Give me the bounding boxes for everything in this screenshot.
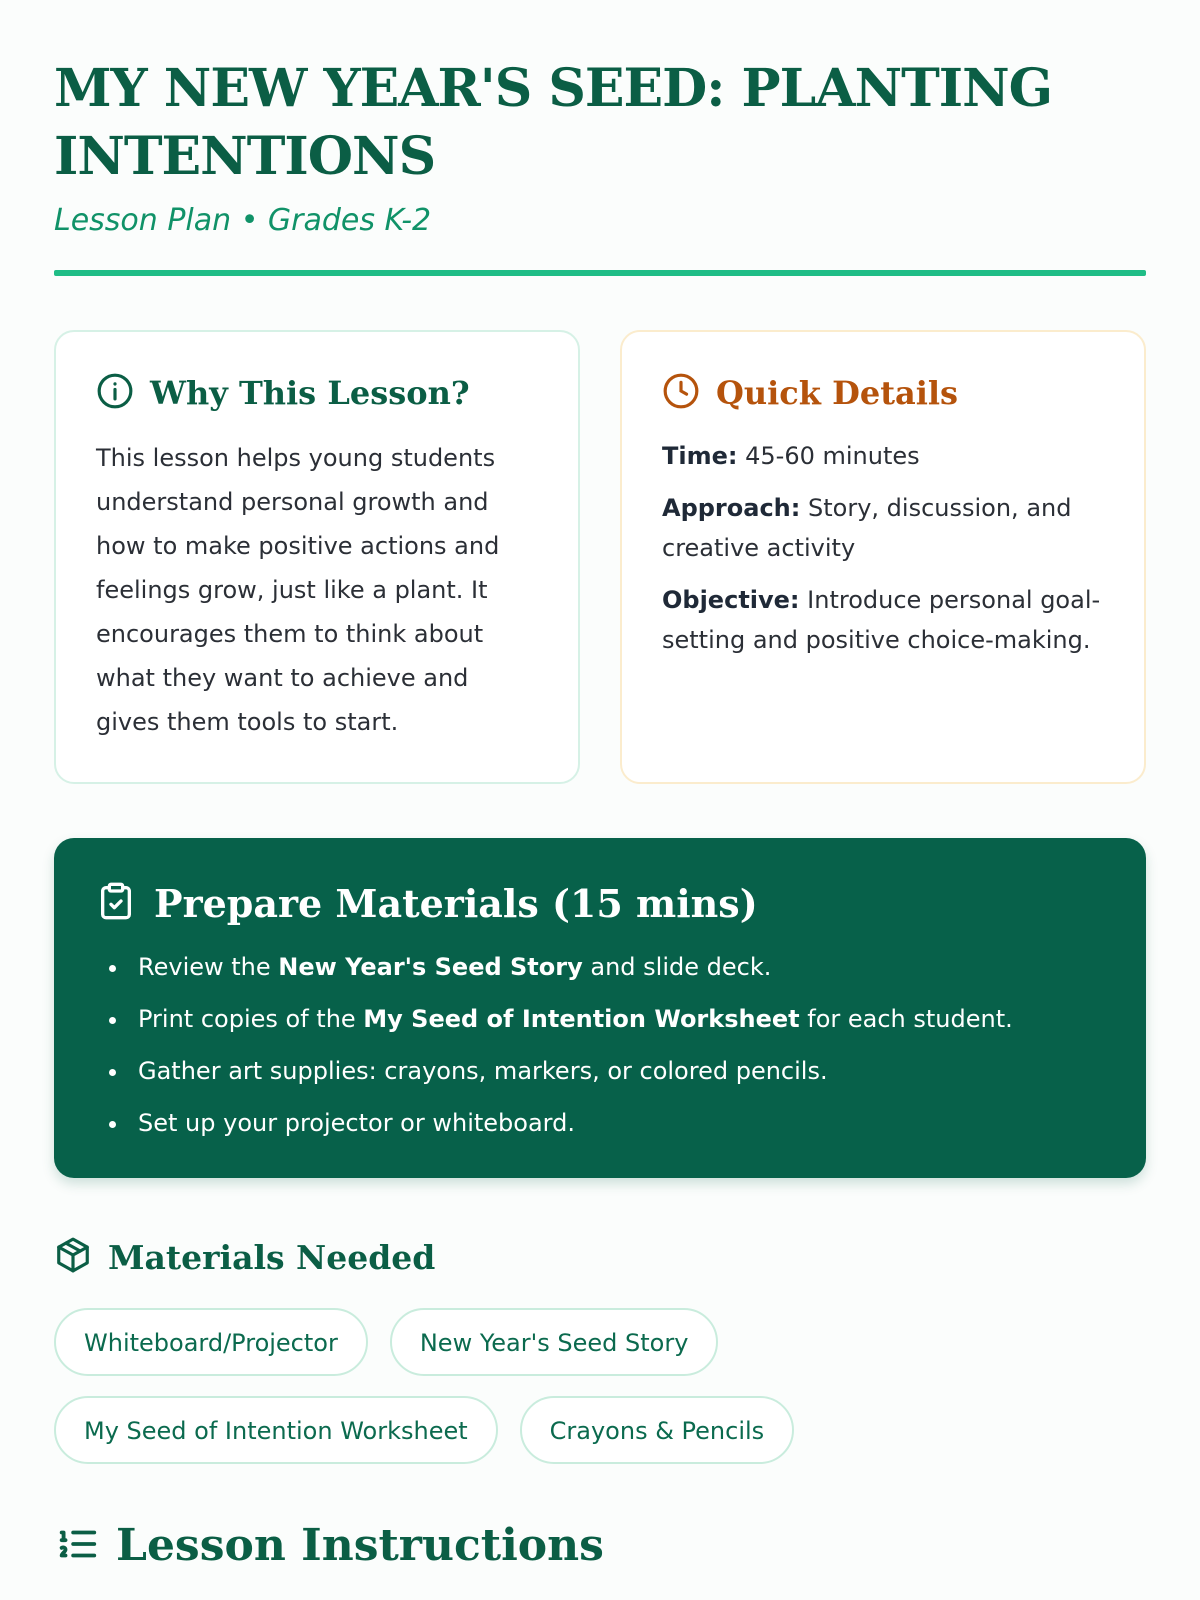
list-item-text: Set up your projector or whiteboard. bbox=[138, 1109, 575, 1137]
list-item bbox=[130, 1108, 1104, 1138]
lesson-instructions-header bbox=[54, 1520, 1146, 1571]
list-item-bold: New Year's Seed Story bbox=[278, 953, 583, 981]
detail-label: Approach: bbox=[662, 494, 801, 522]
detail-value: Story, discussion, and creative activity bbox=[662, 494, 1072, 562]
detail-objective bbox=[662, 580, 1104, 660]
list-item bbox=[130, 952, 1104, 982]
page-subtitle: Lesson Plan • Grades K-2 bbox=[54, 203, 432, 238]
page-title: MY NEW YEAR'S SEED: PLANTING INTENTIONS bbox=[54, 58, 1053, 187]
prepare-materials-panel bbox=[54, 838, 1146, 1178]
list-item-text: Print copies of the bbox=[138, 1005, 364, 1033]
prepare-materials-header bbox=[96, 880, 1104, 926]
detail-time bbox=[662, 436, 1104, 476]
list-item-text: Review the bbox=[138, 953, 279, 981]
info-cards bbox=[54, 330, 1146, 784]
material-chip: Crayons & Pencils bbox=[520, 1396, 795, 1464]
material-chip: Whiteboard/Projector bbox=[54, 1308, 368, 1376]
list-item bbox=[130, 1056, 1104, 1086]
why-lesson-body: This lesson helps young students understand personal growth and how to make positive actions and feelings grow, just like a plant. It encourages them to think about what they want to achieve and gives them tools to start. bbox=[96, 444, 500, 736]
lesson-instructions-title: Lesson Instructions bbox=[116, 1520, 604, 1571]
list-item-text: and slide deck. bbox=[582, 953, 772, 981]
title-divider bbox=[54, 270, 1146, 276]
info-circle-icon bbox=[96, 372, 134, 414]
material-chip: New Year's Seed Story bbox=[390, 1308, 719, 1376]
materials-needed-header bbox=[54, 1236, 1146, 1278]
list-item-bold: My Seed of Intention Worksheet bbox=[363, 1005, 800, 1033]
list-item-text: Gather art supplies: crayons, markers, or colored pencils. bbox=[138, 1057, 828, 1085]
detail-value: Introduce personal goal-setting and positive choice-making. bbox=[662, 586, 1101, 654]
detail-label: Time: bbox=[662, 442, 738, 470]
quick-details-header bbox=[662, 372, 1104, 414]
why-lesson-title: Why This Lesson? bbox=[150, 374, 470, 412]
list-item bbox=[130, 1004, 1104, 1034]
material-chip: My Seed of Intention Worksheet bbox=[54, 1396, 498, 1464]
prepare-materials-title: Prepare Materials (15 mins) bbox=[154, 880, 758, 926]
numbered-list-icon bbox=[54, 1521, 100, 1571]
detail-value: 45-60 minutes bbox=[745, 442, 920, 470]
package-icon bbox=[54, 1236, 92, 1278]
clipboard-check-icon bbox=[96, 880, 136, 926]
detail-label: Objective: bbox=[662, 586, 800, 614]
quick-details-card bbox=[620, 330, 1146, 784]
materials-chips bbox=[54, 1308, 814, 1464]
quick-details-title: Quick Details bbox=[716, 374, 959, 412]
why-lesson-card bbox=[54, 330, 580, 784]
list-item-text: for each student. bbox=[799, 1005, 1013, 1033]
prepare-materials-list bbox=[96, 952, 1104, 1138]
detail-approach bbox=[662, 488, 1104, 568]
clock-icon bbox=[662, 372, 700, 414]
why-lesson-header bbox=[96, 372, 538, 414]
materials-needed-title: Materials Needed bbox=[108, 1237, 436, 1277]
